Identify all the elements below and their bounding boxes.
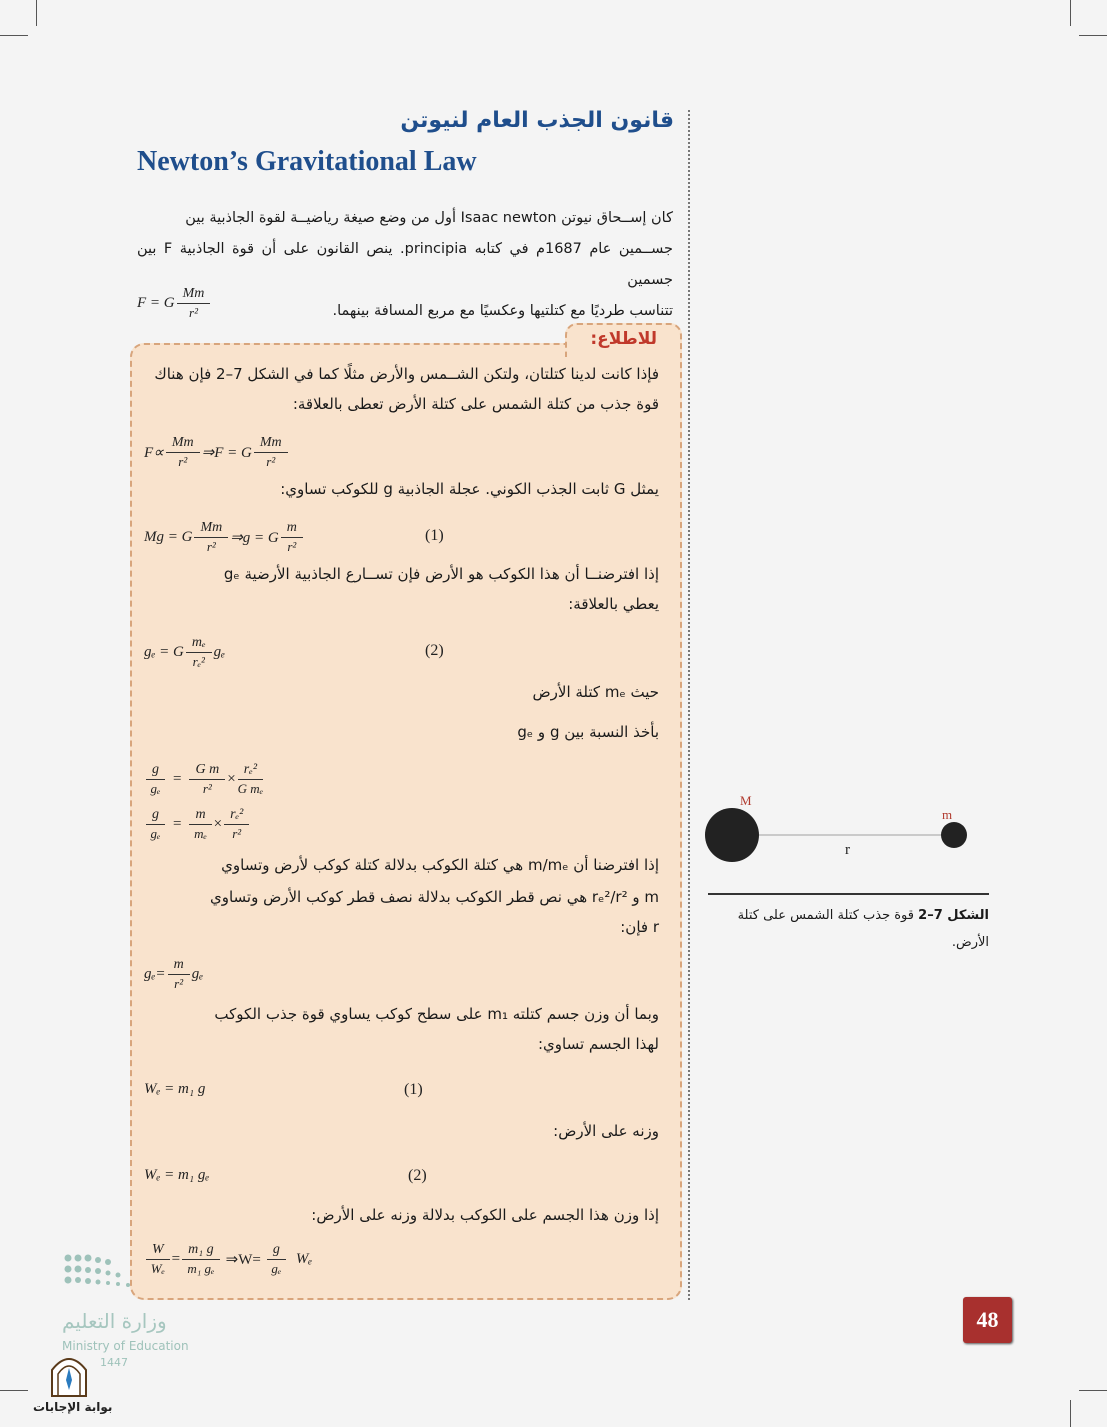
ministry-logo-dots (60, 1250, 180, 1298)
figure-caption (709, 902, 989, 956)
site-name: بوابة الإجابات (33, 1400, 113, 1414)
large-mass-circle (705, 808, 759, 862)
crop-mark (1070, 1400, 1071, 1427)
equation-ge-planet: gₑ= $\frac{m}{\text{r²}}$ gₑ (144, 957, 204, 991)
box-text: حيث mₑ كتلة الأرض (532, 683, 659, 701)
equation-proportional: F∝ $\frac{Mm}{\text{r²}}$ ⇒F = G $\frac{Mm}{\text{r²}}$ (144, 436, 290, 468)
equation-number: (1) (425, 527, 444, 544)
dotted-separator (688, 110, 690, 1300)
small-mass-circle (941, 822, 967, 848)
box-text: إذا افترضنــا أن هذا الكوكب هو الأرض فإن تســارع الجاذبية الأرضية gₑ (223, 565, 659, 583)
equation-ge: gₑ = G $\frac{\text{mₑ}}{\text{rₑ²}}$ gₑ (144, 635, 226, 669)
title-english: Newton’s Gravitational Law (137, 146, 477, 177)
crop-mark (1070, 0, 1071, 26)
box-text: m و rₑ²/r² هي نص قطر الكوكب بدلالة نصف قطر كوكب الأرض وتساوي (209, 888, 659, 906)
info-box-label: للاطلاع: (590, 329, 657, 349)
equation-number: (1) (404, 1081, 423, 1098)
main-formula: F = G $\frac{Mm}{\text{r²}}$ (137, 287, 212, 319)
box-text: بأخذ النسبة بين g و gₑ (517, 723, 659, 741)
site-logo-icon (48, 1350, 90, 1398)
ratio-equation: $\frac{g}{\text{gₑ}}$ = $\frac{m}{\text{mₑ}}$ × $\frac{\text{rₑ²}}{\text{r²}}$ (144, 808, 251, 840)
box-text: قوة جذب من كتلة الشمس على كتلة الأرض تعطى بالعلاقة: (292, 395, 659, 413)
equation-weight-planet: Wₑ = m₁ g (144, 1081, 206, 1097)
crop-mark (36, 0, 37, 26)
box-text: فإذا كانت لدينا كتلتان، ولتكن الشــمس والأرض مثلًا كما في الشكل 7–2 فإن هناك (154, 365, 659, 383)
box-text: r فإن: (620, 918, 659, 936)
box-text: إذا افترضنا أن m/mₑ هي كتلة الكوكب بدلالة كتلة كوكب لأرض وتساوي (221, 856, 659, 874)
crop-mark (1079, 1390, 1107, 1391)
box-text: وبما أن وزن جسم كتلته m₁ على سطح كوكب يساوي قوة جذب الكوكب (214, 1005, 659, 1023)
equation-number: (2) (408, 1167, 427, 1184)
intro-line: تتناسب طرديًا مع كتلتيها وعكسيًا مع مربع المسافة بينهما. (332, 303, 673, 319)
ministry-name-arabic: وزارة التعليم (62, 1309, 167, 1333)
crop-mark (0, 1390, 28, 1391)
ministry-year: 1447 (100, 1356, 128, 1369)
intro-line: كان إســحاق نيوتن Isaac newton أول من وضع صيغة رياضيــة لقوة الجاذبية بين (185, 210, 673, 226)
title-arabic: قانون الجذب العام لنيوتن (400, 108, 674, 133)
ratio-equation: $\frac{g}{\text{gₑ}}$ = $\frac{\text{G m}}{\text{r²}}$ × $\frac{\text{rₑ²}}{\text{G mₑ}}$ (144, 763, 265, 795)
intro-line: جســمين عام 1687م في كتابه principia. ينص القانون على أن قوة الجاذبية F بين جسمين (137, 241, 674, 288)
page-number: 48 (963, 1297, 1012, 1343)
crop-mark (0, 35, 28, 36)
box-text: وزنه على الأرض: (553, 1122, 659, 1140)
equation-number: (2) (425, 642, 444, 659)
box-text: يعطي بالعلاقة: (568, 595, 659, 613)
caption-number: الشكل 7–2 (918, 908, 989, 923)
equation-weight-earth: Wₑ = m₁ gₑ (144, 1167, 210, 1183)
intro-paragraph (137, 203, 673, 327)
caption-rule (708, 893, 989, 895)
ministry-name-english: Ministry of Education (62, 1339, 189, 1353)
label-M: M (740, 793, 752, 808)
equation-weight-ratio: $\frac{W}{\text{Wₑ}}$ = $\frac{\text{m₁ g}}{\text{m₁ gₑ}}$ ⇒W= $\frac{g}{\text{gₑ}}$ Wₑ (144, 1243, 312, 1275)
box-text: إذا وزن هذا الجسم على الكوكب بدلالة وزنه على الأرض: (311, 1206, 659, 1224)
caption-text: قوة جذب كتلة الشمس على كتلة الأرض. (737, 908, 989, 950)
label-m: m (942, 807, 953, 822)
equation-g: Mg = G $\frac{Mm}{\text{r²}}$ ⇒g = G $\frac{m}{\text{r²}}$ (144, 521, 305, 553)
crop-mark (1079, 35, 1107, 36)
label-r: r (845, 842, 850, 858)
box-text: يمثل G ثابت الجذب الكوني. عجلة الجاذبية g للكوكب تساوي: (280, 480, 659, 498)
box-text: لهذا الجسم تساوي: (537, 1035, 659, 1053)
